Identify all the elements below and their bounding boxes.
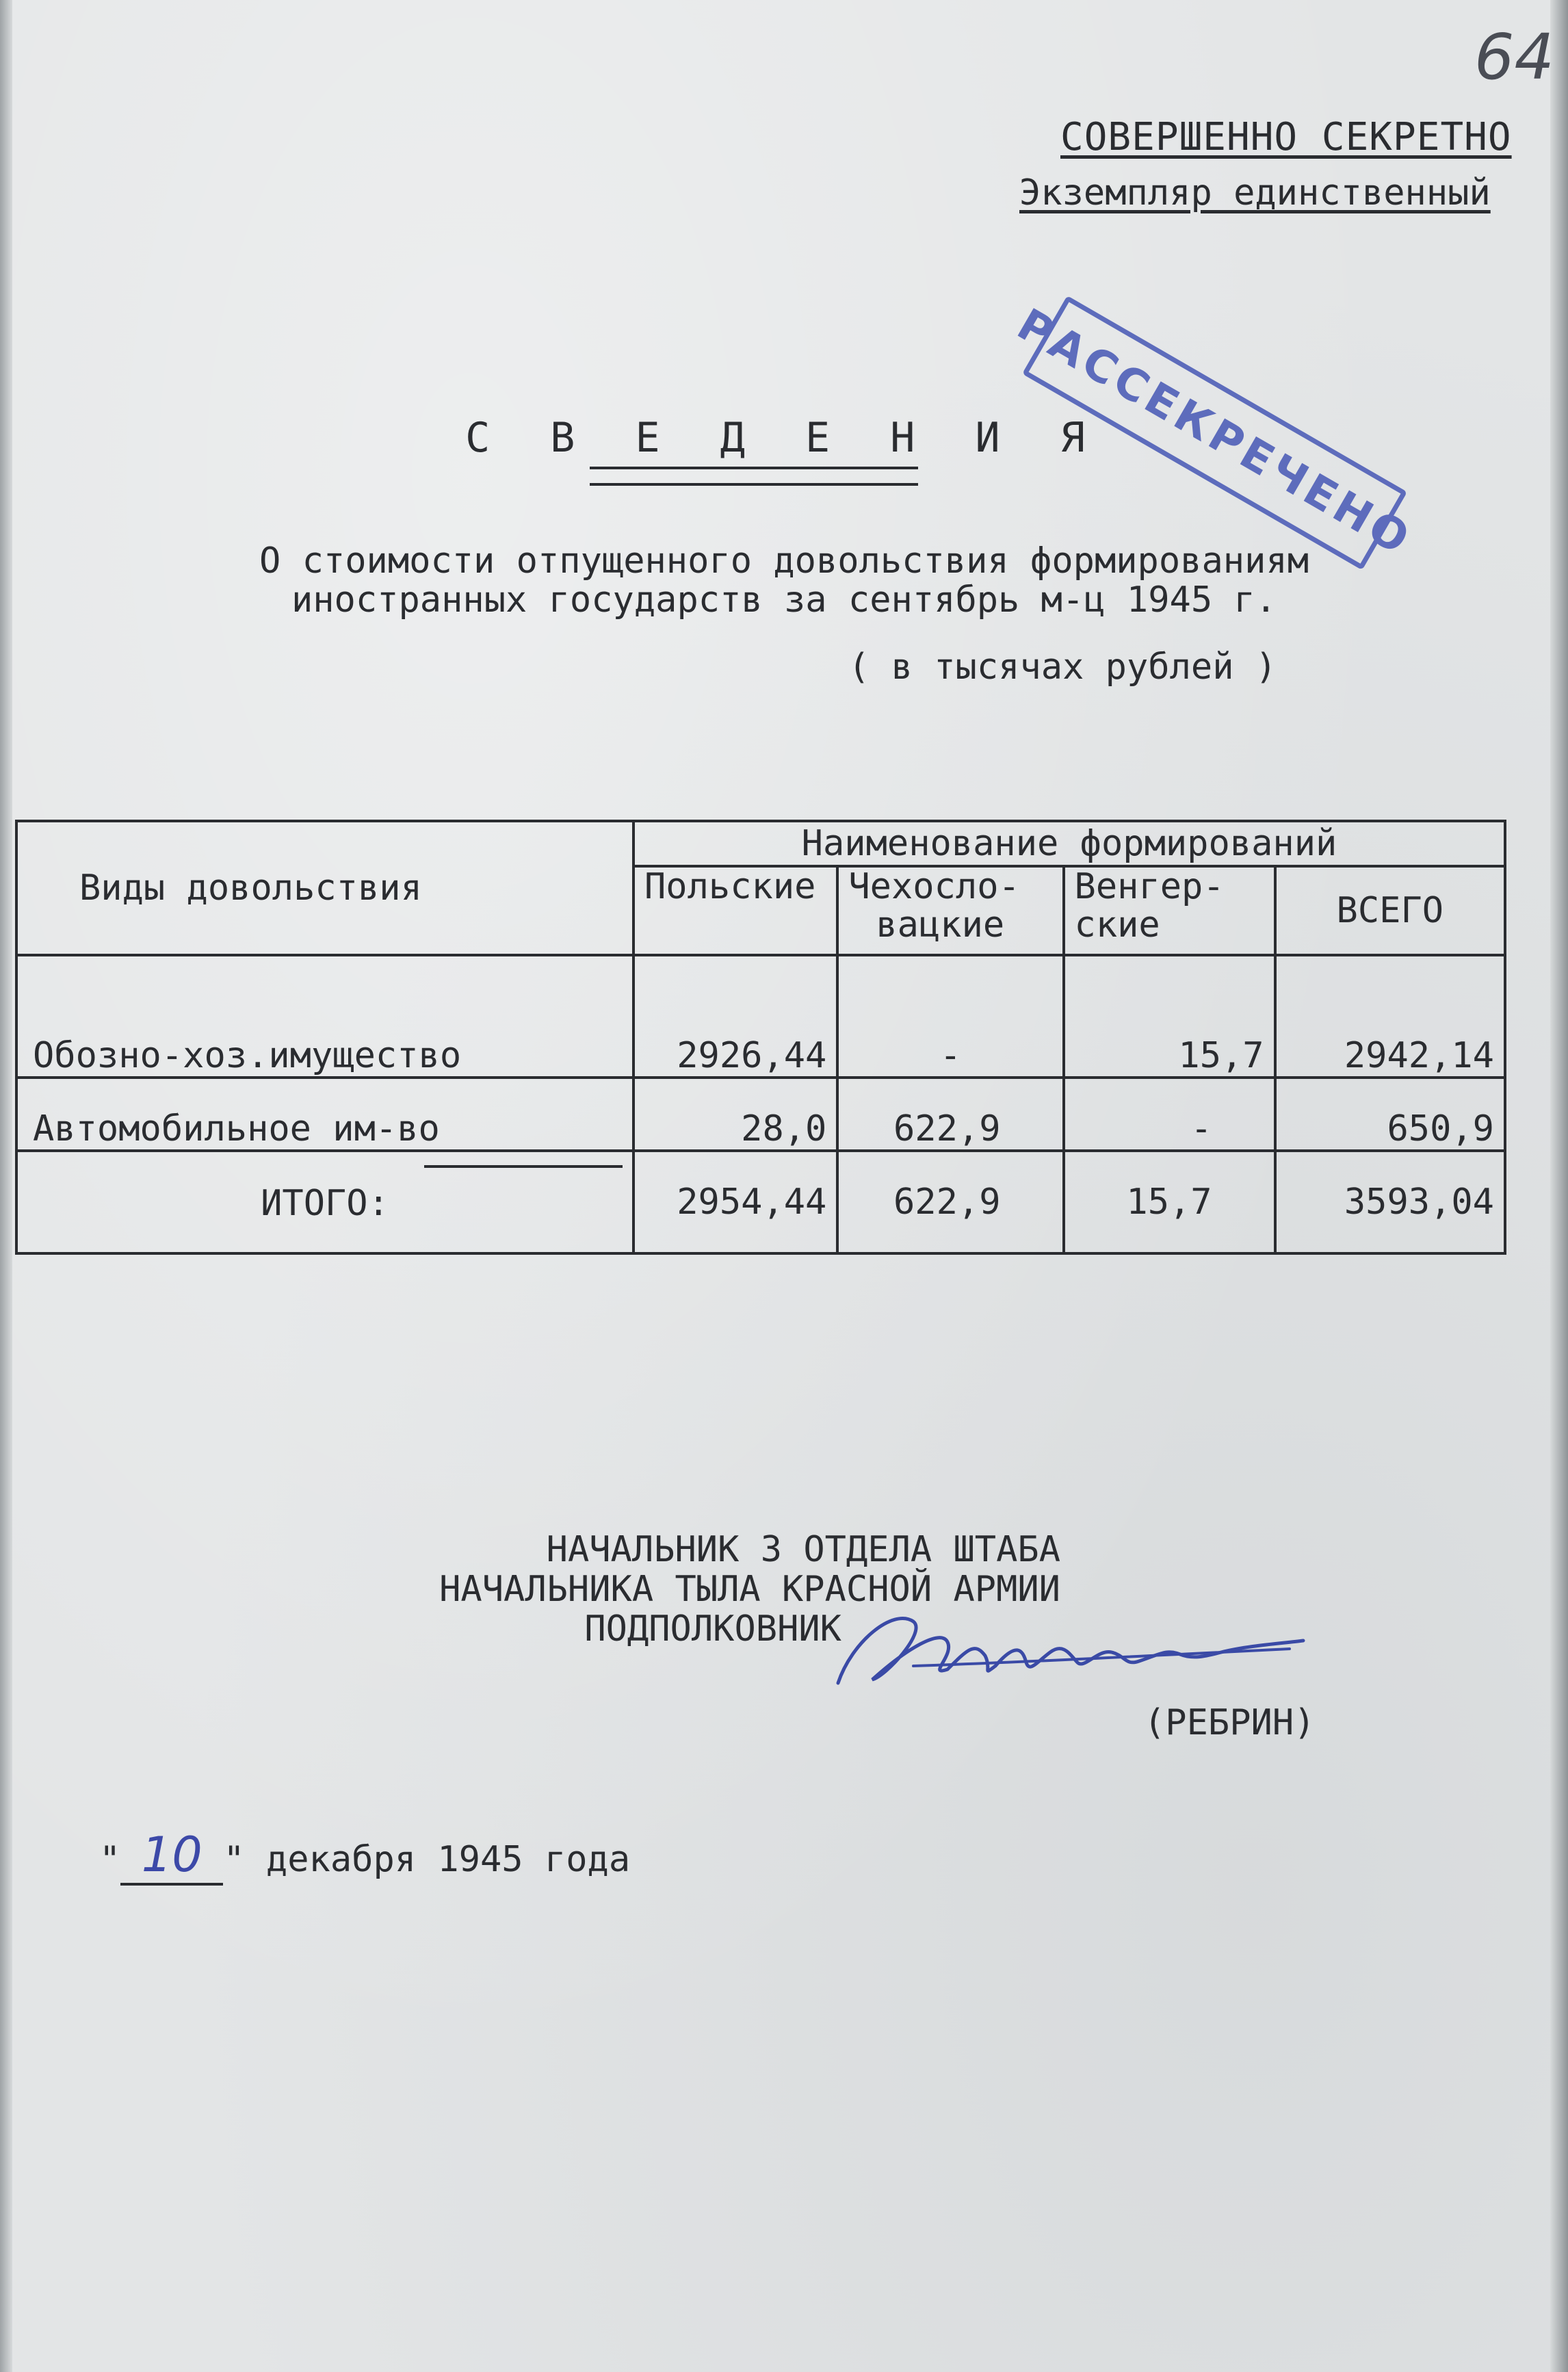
subtitle-line-2: иностранных государств за сентябрь м-ц 1945 г. bbox=[291, 579, 1277, 621]
row-label: Автомобильное им-во bbox=[16, 1078, 633, 1150]
signer-position-line2: НАЧАЛЬНИКА ТЫЛА КРАСНОЙ АРМИИ bbox=[439, 1569, 1060, 1610]
total-underline bbox=[424, 1165, 623, 1168]
signer-rank: ПОДПОЛКОВНИК bbox=[584, 1608, 841, 1650]
header-czech-line2: вацкие bbox=[876, 904, 1005, 946]
total-label-text: ИТОГО: bbox=[261, 1182, 389, 1224]
total-all: 3593,04 bbox=[1275, 1151, 1505, 1253]
header-supply-type: Виды довольствия bbox=[16, 821, 633, 955]
date-rest: " декабря 1945 года bbox=[223, 1839, 631, 1880]
document-date bbox=[99, 1827, 630, 1886]
units-note: ( в тысячах рублей ) bbox=[848, 647, 1277, 688]
header-total: ВСЕГО bbox=[1275, 866, 1505, 955]
stamp-text: РАССЕКРЕЧЕНО bbox=[1008, 299, 1421, 566]
handwritten-signature bbox=[811, 1601, 1317, 1704]
title-double-underline bbox=[590, 467, 918, 486]
supply-table bbox=[15, 820, 1506, 1255]
total-polish: 2954,44 bbox=[633, 1151, 837, 1253]
cell-hungarian: 15,7 bbox=[1064, 955, 1275, 1078]
table-row bbox=[16, 955, 1505, 1078]
document-title: С В Е Д Е Н И Я bbox=[465, 414, 1103, 462]
copy-note: Экземпляр единственный bbox=[1019, 172, 1491, 213]
header-czech-line1: Чехосло- bbox=[848, 866, 1020, 907]
signer-position-line1: НАЧАЛЬНИК 3 ОТДЕЛА ШТАБА bbox=[546, 1529, 1060, 1570]
page-edge-right bbox=[1550, 0, 1568, 2372]
cell-polish: 28,0 bbox=[633, 1078, 837, 1150]
cell-polish: 2926,44 bbox=[633, 955, 837, 1078]
archive-page-number: 64 bbox=[1474, 21, 1555, 94]
cell-czech: - bbox=[837, 955, 1063, 1078]
page-edge-left bbox=[0, 0, 12, 2372]
cell-czech: 622,9 bbox=[837, 1078, 1063, 1150]
cell-total: 2942,14 bbox=[1275, 955, 1505, 1078]
header-hungarian-line2: ские bbox=[1074, 904, 1160, 946]
header-hungarian bbox=[1064, 866, 1275, 955]
total-row bbox=[16, 1151, 1505, 1253]
total-hungarian: 15,7 bbox=[1064, 1151, 1275, 1253]
cell-total: 650,9 bbox=[1275, 1078, 1505, 1150]
cell-hungarian: - bbox=[1064, 1078, 1275, 1150]
table-row bbox=[16, 1078, 1505, 1150]
total-czech: 622,9 bbox=[837, 1151, 1063, 1253]
classification-label: СОВЕРШЕННО СЕКРЕТНО bbox=[1060, 115, 1512, 159]
total-label bbox=[16, 1151, 633, 1253]
header-polish-label: Польские bbox=[644, 866, 816, 907]
header-polish bbox=[633, 866, 837, 955]
header-formations-group: Наименование формирований bbox=[633, 821, 1505, 866]
row-label: Обозно-хоз.имущество bbox=[16, 955, 633, 1078]
header-czechoslovak bbox=[837, 866, 1063, 955]
date-quote-open: " bbox=[99, 1839, 121, 1880]
header-hungarian-line1: Венгер- bbox=[1074, 866, 1225, 907]
signer-name: (РЕБРИН) bbox=[1144, 1702, 1316, 1743]
date-day: 10 bbox=[120, 1827, 223, 1886]
subtitle-line-1: О стоимости отпущенного довольствия формированиям bbox=[259, 540, 1309, 582]
